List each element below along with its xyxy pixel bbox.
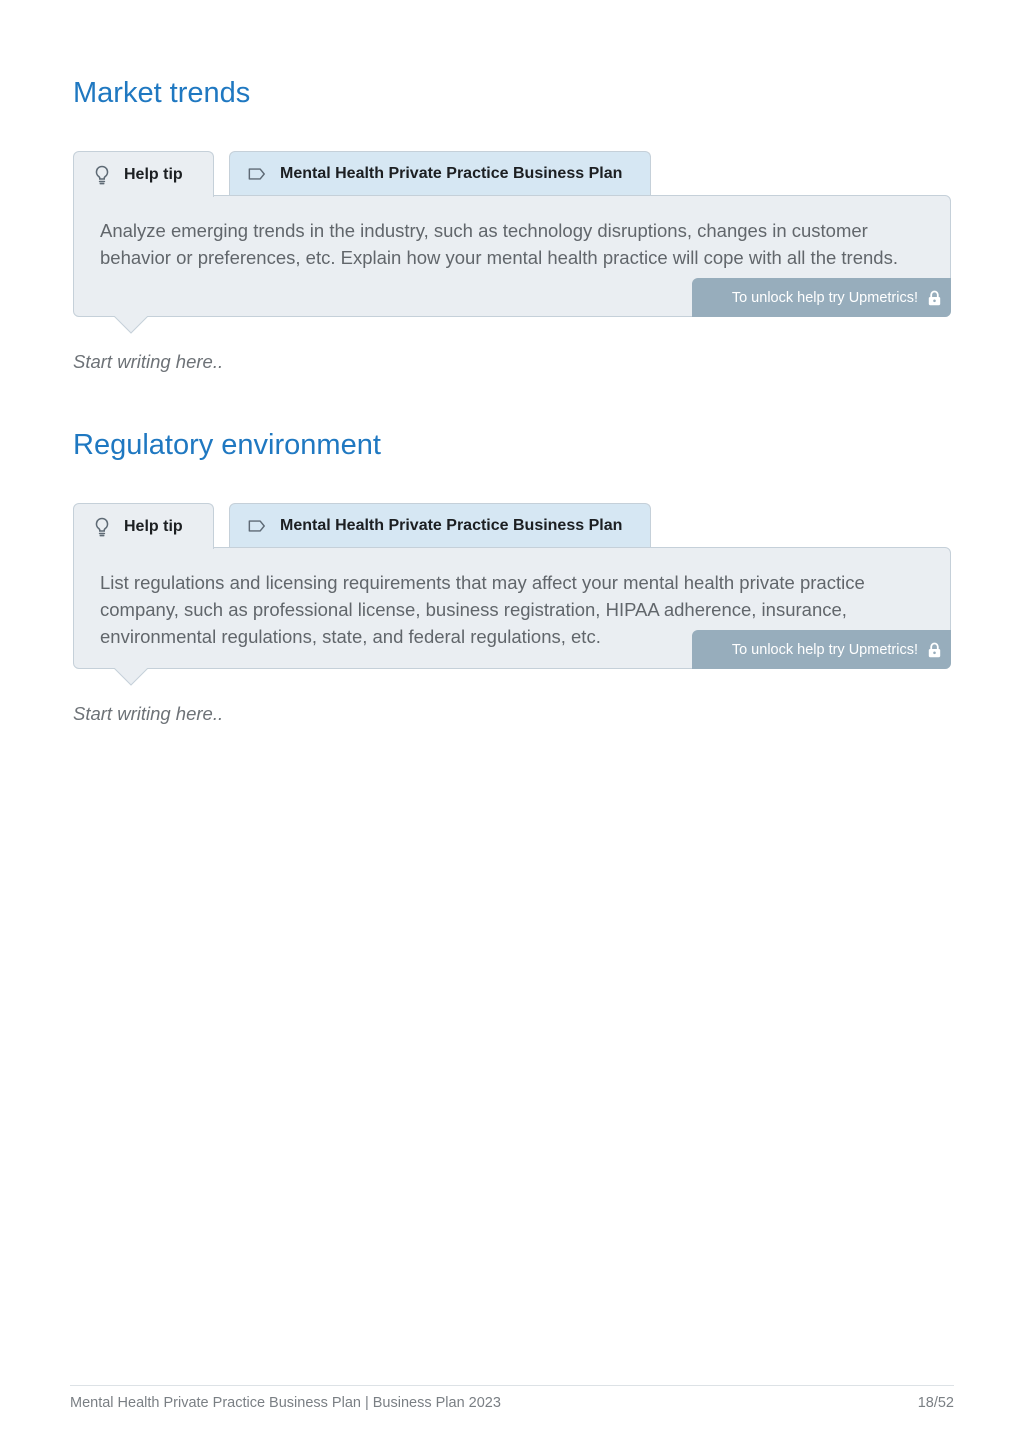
section-title: Regulatory environment xyxy=(73,429,381,461)
unlock-label: To unlock help try Upmetrics! xyxy=(731,289,918,306)
tip-pointer xyxy=(113,315,149,335)
footer-page-number: 18/52 xyxy=(917,1395,954,1411)
footer-document-title: Mental Health Private Practice Business Plan | Business Plan 2023 xyxy=(70,1395,501,1411)
tip-tabs xyxy=(73,151,951,196)
lock-icon xyxy=(928,290,941,306)
section-regulatory-environment xyxy=(73,427,951,727)
help-tip-box xyxy=(73,547,951,669)
tab-business-plan[interactable] xyxy=(229,151,651,196)
help-tip-text: Analyze emerging trends in the industry, such as technology disruptions, changes in customer behavior or preferences, etc. Explain how your mental health practice will cope with all the trends. xyxy=(100,220,898,268)
tab-help-tip[interactable] xyxy=(73,151,214,197)
tip-pointer xyxy=(113,667,149,687)
writing-placeholder[interactable]: Start writing here.. xyxy=(73,703,224,724)
unlock-button[interactable] xyxy=(692,630,951,669)
lightbulb-icon xyxy=(93,165,111,185)
tip-tabs xyxy=(73,503,951,548)
footer-divider xyxy=(70,1385,954,1386)
section-market-trends xyxy=(73,75,951,375)
tag-icon xyxy=(248,516,266,536)
help-tip-text: List regulations and licensing requirements that may affect your mental health private practice company, such as professional license, business registration, HIPAA adherence, insurance, environmental regulations, state, and federal regulations, etc. xyxy=(100,572,865,647)
tab-help-tip[interactable] xyxy=(73,503,214,549)
lightbulb-icon xyxy=(93,517,111,537)
unlock-label: To unlock help try Upmetrics! xyxy=(731,641,918,658)
tab-help-label: Help tip xyxy=(124,517,183,535)
writing-placeholder[interactable]: Start writing here.. xyxy=(73,351,224,372)
lock-icon xyxy=(928,642,941,658)
tab-plan-label: Mental Health Private Practice Business Plan xyxy=(280,165,623,182)
unlock-button[interactable] xyxy=(692,278,951,317)
section-title: Market trends xyxy=(73,77,251,109)
tab-business-plan[interactable] xyxy=(229,503,651,548)
tag-icon xyxy=(248,164,266,184)
tab-plan-label: Mental Health Private Practice Business Plan xyxy=(280,517,623,534)
tab-help-label: Help tip xyxy=(124,165,183,183)
help-tip-box xyxy=(73,195,951,317)
